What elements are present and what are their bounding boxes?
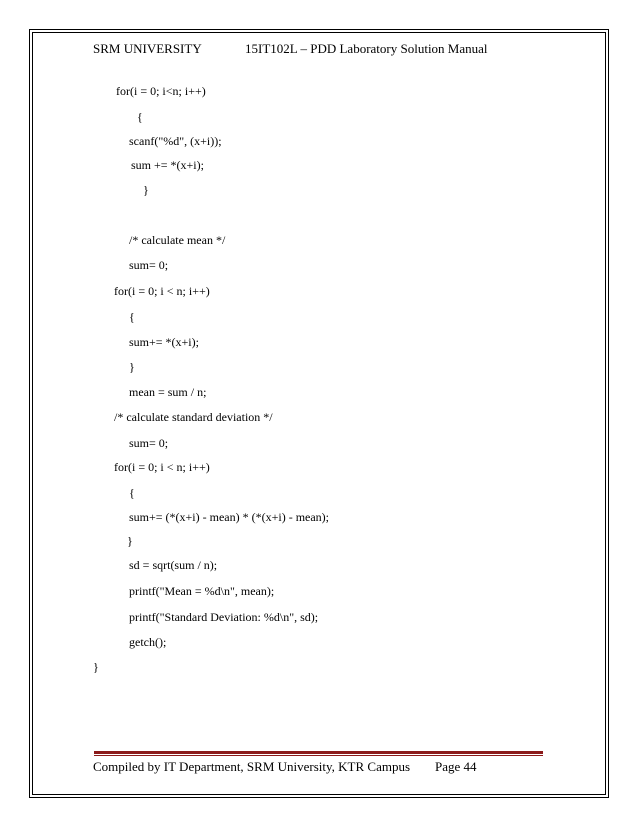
code-line: sum+= *(x+i);	[129, 335, 199, 349]
code-line: }	[129, 360, 135, 374]
code-line: for(i = 0; i < n; i++)	[114, 284, 210, 298]
header-university: SRM UNIVERSITY	[93, 41, 202, 56]
code-line: }	[127, 534, 133, 548]
footer-page-number: Page 44	[435, 759, 477, 774]
code-line: {	[129, 486, 135, 500]
code-line: printf("Mean = %d\n", mean);	[129, 584, 275, 598]
code-line: printf("Standard Deviation: %d\n", sd);	[129, 610, 319, 624]
code-line: for(i = 0; i<n; i++)	[116, 84, 206, 98]
code-line: sum= 0;	[129, 258, 169, 272]
header-course-title: 15IT102L – PDD Laboratory Solution Manual	[245, 41, 488, 56]
code-line: for(i = 0; i < n; i++)	[114, 460, 210, 474]
code-line: {	[137, 110, 143, 124]
code-line: /* calculate standard deviation */	[114, 410, 273, 424]
code-line: /* calculate mean */	[129, 233, 226, 247]
code-line: sd = sqrt(sum / n);	[129, 558, 218, 572]
footer-rule-thin	[94, 755, 543, 756]
code-line: }	[143, 183, 149, 197]
footer-rule	[94, 751, 543, 754]
code-line: getch();	[129, 635, 167, 649]
code-line: sum += *(x+i);	[131, 158, 204, 172]
code-line: scanf("%d", (x+i));	[129, 134, 222, 148]
footer-compiled-by: Compiled by IT Department, SRM University, KTR Campus	[93, 759, 411, 774]
code-line: {	[129, 310, 135, 324]
code-line: }	[93, 660, 99, 674]
code-line: mean = sum / n;	[129, 385, 207, 399]
code-line: sum= 0;	[129, 436, 169, 450]
code-line: sum+= (*(x+i) - mean) * (*(x+i) - mean);	[129, 510, 330, 524]
